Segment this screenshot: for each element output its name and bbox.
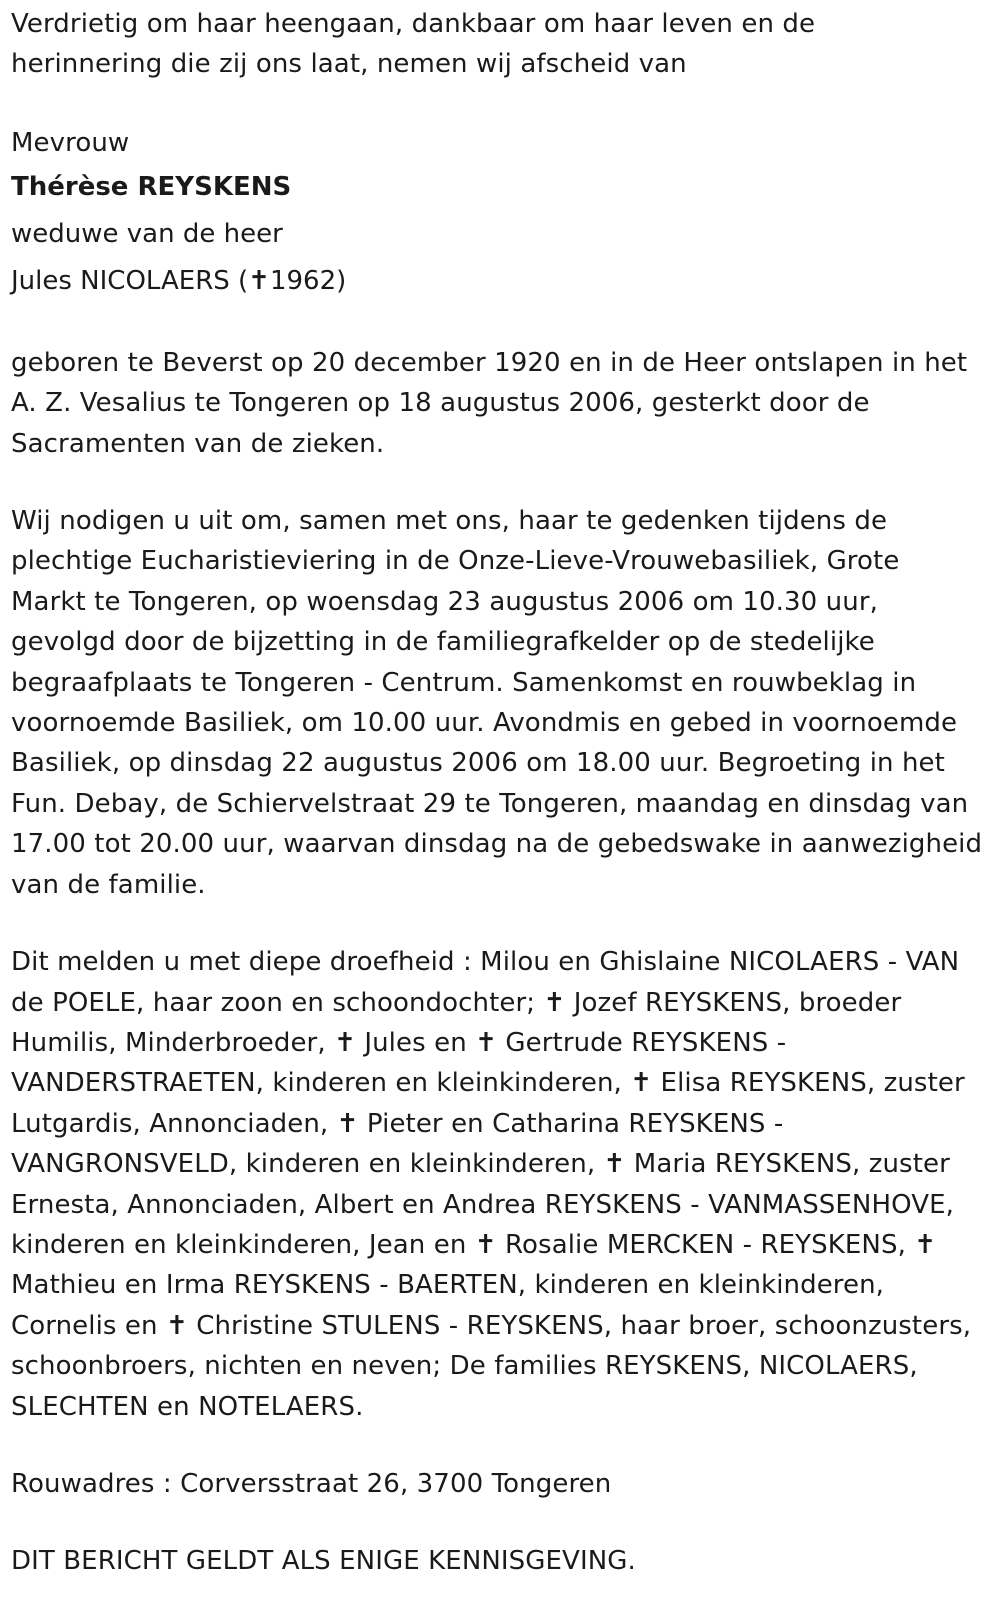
title-prefix: Mevrouw [11,127,130,158]
paragraph-gap [11,1504,988,1541]
family-line: Ernesta, Annonciaden, Albert en Andrea REYSKENS - VANMASSENHOVE, [11,1189,955,1220]
birth-death-paragraph [11,343,988,464]
service-line: Markt te Tongeren, op woensdag 23 augustus 2006 om 10.30 uur, [11,586,878,617]
deceased-name-block [11,122,988,305]
service-line: begraafplaats te Tongeren - Centrum. Samenkomst en rouwbeklag in [11,667,917,698]
paragraph-gap [11,905,988,942]
family-line: Cornelis en ✝ Christine STULENS - REYSKENS, haar broer, schoonzusters, [11,1310,972,1341]
spouse-name: Jules NICOLAERS (✝1962) [11,265,347,296]
service-line: Basiliek, op dinsdag 22 augustus 2006 om 18.00 uur. Begroeting in het [11,748,945,779]
service-line: 17.00 tot 20.00 uur, waarvan dinsdag na de gebedswake in aanwezigheid [11,829,983,860]
family-line: Mathieu en Irma REYSKENS - BAERTEN, kinderen en kleinkinderen, [11,1270,885,1301]
family-paragraph [11,942,988,1427]
family-line: schoonbroers, nichten en neven; De families REYSKENS, NICOLAERS, [11,1351,918,1382]
relation-text: weduwe van de heer [11,218,283,249]
paragraph-gap [11,305,988,343]
paragraph-gap [11,464,988,501]
service-line: Wij nodigen u uit om, samen met ons, haar te gedenken tijdens de [11,506,888,537]
family-line: Dit melden u met diepe droefheid : Milou en Ghislaine NICOLAERS - VAN [11,947,960,978]
service-line: voornoemde Basiliek, om 10.00 uur. Avondmis en gebed in voornoemde [11,708,958,739]
birth-death-line: A. Z. Vesalius te Tongeren op 18 augustus 2006, gesterkt door de [11,388,870,419]
service-line: Fun. Debay, de Schiervelstraat 29 te Tongeren, maandag en dinsdag van [11,788,969,819]
paragraph-gap [11,85,988,122]
family-line: Humilis, Minderbroeder, ✝ Jules en ✝ Gertrude REYSKENS - [11,1027,787,1058]
intro-paragraph [11,4,988,85]
mourning-address: Rouwadres : Corversstraat 26, 3700 Tongeren [11,1468,612,1499]
birth-death-line: Sacramenten van de zieken. [11,428,385,459]
service-line: van de familie. [11,869,206,900]
family-line: VANDERSTRAETEN, kinderen en kleinkinderen, ✝ Elisa REYSKENS, zuster [11,1068,965,1099]
deceased-name: Thérèse REYSKENS [11,171,292,202]
service-line: gevolgd door de bijzetting in de familiegrafkelder op de stedelijke [11,627,875,658]
paragraph-gap [11,1427,988,1464]
intro-line: herinnering die zij ons laat, nemen wij afscheid van [11,49,687,80]
service-line: plechtige Eucharistieviering in de Onze-Lieve-Vrouwebasiliek, Grote [11,546,900,577]
service-paragraph [11,501,988,905]
official-notice: DIT BERICHT GELDT ALS ENIGE KENNISGEVING. [11,1546,636,1577]
birth-death-line: geboren te Beverst op 20 december 1920 en in de Heer ontslapen in het [11,347,968,378]
family-line: SLECHTEN en NOTELAERS. [11,1391,364,1422]
family-line: VANGRONSVELD, kinderen en kleinkinderen, ✝ Maria REYSKENS, zuster [11,1149,950,1180]
family-line: kinderen en kleinkinderen, Jean en ✝ Rosalie MERCKEN - REYSKENS, ✝ [11,1229,937,1260]
family-line: de POELE, haar zoon en schoondochter; ✝ Jozef REYSKENS, broeder [11,987,902,1018]
family-line: Lutgardis, Annonciaden, ✝ Pieter en Catharina REYSKENS - [11,1108,784,1139]
intro-line: Verdrietig om haar heengaan, dankbaar om haar leven en de [11,9,816,39]
